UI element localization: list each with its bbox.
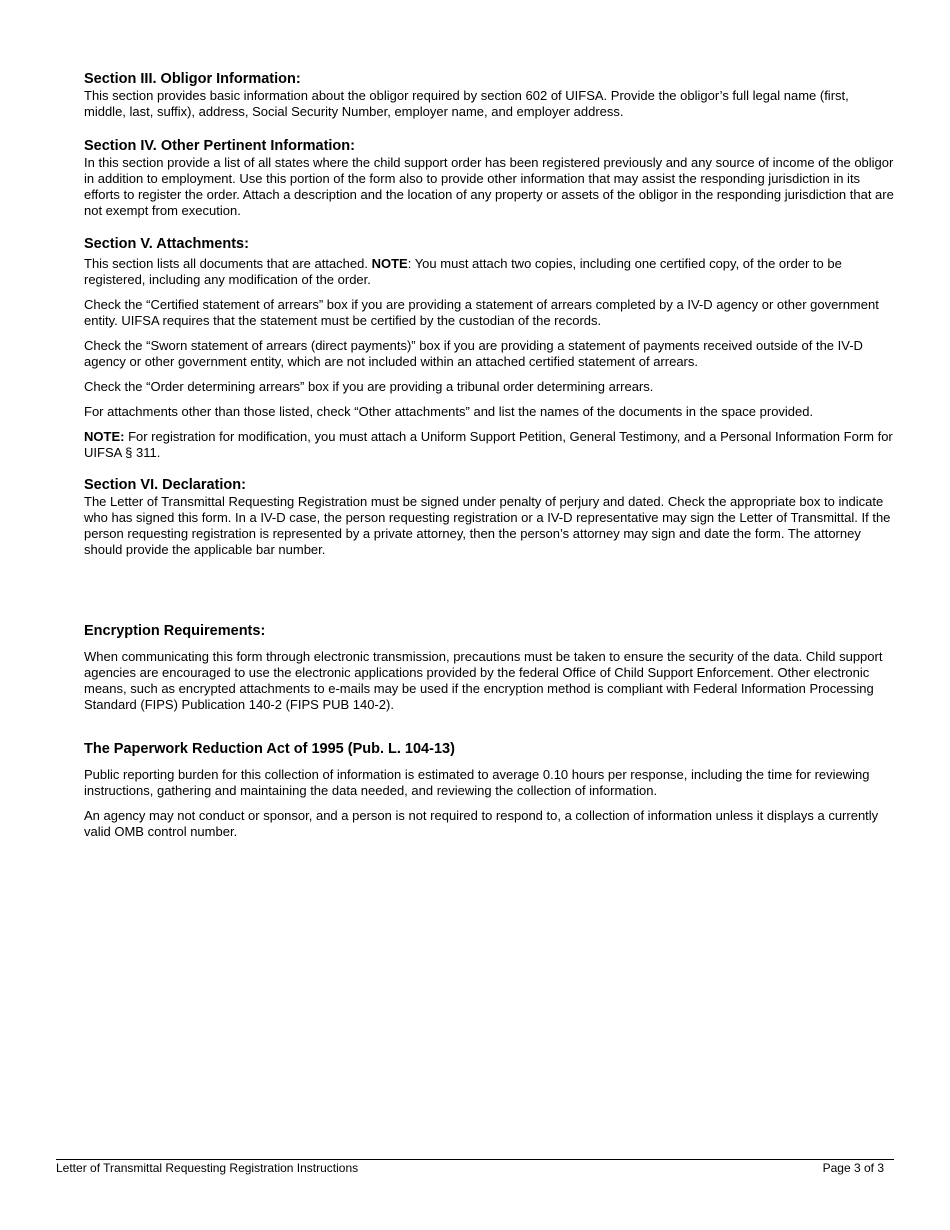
document-body (84, 70, 894, 840)
footer-title: Letter of Transmittal Requesting Registration Instructions (56, 1161, 359, 1175)
section-heading: Section IV. Other Pertinent Information: (84, 138, 355, 154)
section-paragraph: An agency may not conduct or sponsor, and a person is not required to respond to, a collection of information unless it displays a currently valid OMB control number. (84, 808, 879, 839)
section-paragraph: This section provides basic information about the obligor required by section 602 of UIFSA. Provide the obligor’s full legal name (first, middle, last, suffix), address, Social Security Number, employer name, and employer address. (84, 88, 849, 119)
note-label: NOTE (371, 256, 408, 271)
section-paragraph: Check the “Certified statement of arrears” box if you are providing a statement of arrears completed by a IV-D agency or other government entity. UIFSA requires that the statement must be certified by the custodian of the records. (84, 297, 879, 328)
section-other-pertinent-information (84, 137, 894, 219)
section-heading: Section V. Attachments: (84, 236, 249, 252)
section-paragraph: In this section provide a list of all states where the child support order has been registered previously and any source of income of the obligor in addition to employment. Use this portion of the form also to provide other information that may assist the responding jurisdiction in its efforts to register the order. Attach a description and the location of any property or assets of the obligor in the responding jurisdiction that are not exempt from execution. (84, 155, 894, 218)
section-paragraph: Check the “Sworn statement of arrears (direct payments)” box if you are providing a statement of payments received outside of the IV-D agency or other government entity, which are not included within an attached certified statement of arrears. (84, 338, 863, 369)
section-paragraph: Check the “Order determining arrears” box if you are providing a tribunal order determining arrears. (84, 379, 654, 394)
section-paragraph (84, 256, 894, 288)
section-attachments (84, 235, 894, 461)
section-heading: Section VI. Declaration: (84, 477, 246, 493)
page-footer (56, 1159, 894, 1175)
section-paragraph (84, 429, 894, 461)
section-heading: The Paperwork Reduction Act of 1995 (Pub. L. 104-13) (84, 741, 455, 757)
section-encryption-requirements (84, 622, 894, 713)
section-paragraph: Public reporting burden for this collection of information is estimated to average 0.10 hours per response, including the time for reviewing instructions, gathering and maintaining the data needed, and reviewing the collection of information. (84, 767, 870, 798)
note-label: NOTE: (84, 429, 125, 444)
paragraph-text: For registration for modification, you must attach a Uniform Support Petition, General Testimony, and a Personal Information Form for UIFSA § 311. (84, 429, 893, 460)
section-paragraph: For attachments other than those listed, check “Other attachments” and list the names of the documents in the space provided. (84, 404, 814, 419)
section-obligor-information (84, 70, 894, 120)
paragraph-text: : You must attach two copies, including one certified copy, of the order to be registered, including any modification of the order. (84, 256, 842, 287)
section-paragraph: When communicating this form through electronic transmission, precautions must be taken to ensure the security of the data. Child support agencies are encouraged to use the electronic applications provided by the federal Office of Child Support Enforcement. Other electronic means, such as encrypted attachments to e-mails may be used if the encryption method is compliant with Federal Information Processing Standard (FIPS) Publication 140-2 (FIPS PUB 140-2). (84, 649, 883, 712)
section-heading: Encryption Requirements: (84, 623, 266, 639)
section-paperwork-reduction-act (84, 740, 894, 840)
section-declaration (84, 476, 894, 558)
section-heading: Section III. Obligor Information: (84, 71, 301, 87)
page-number: Page 3 of 3 (822, 1161, 884, 1175)
paragraph-text: This section lists all documents that are attached. (84, 256, 372, 271)
section-paragraph: The Letter of Transmittal Requesting Registration must be signed under penalty of perjury and dated. Check the appropriate box to indicate who has signed this form. In a IV-D case, the person requesting registration or a IV-D representative may sign the Letter of Transmittal. If the person requesting registration is represented by a private attorney, then the person’s attorney may sign and date the form. The attorney should provide the applicable bar number. (84, 494, 891, 557)
